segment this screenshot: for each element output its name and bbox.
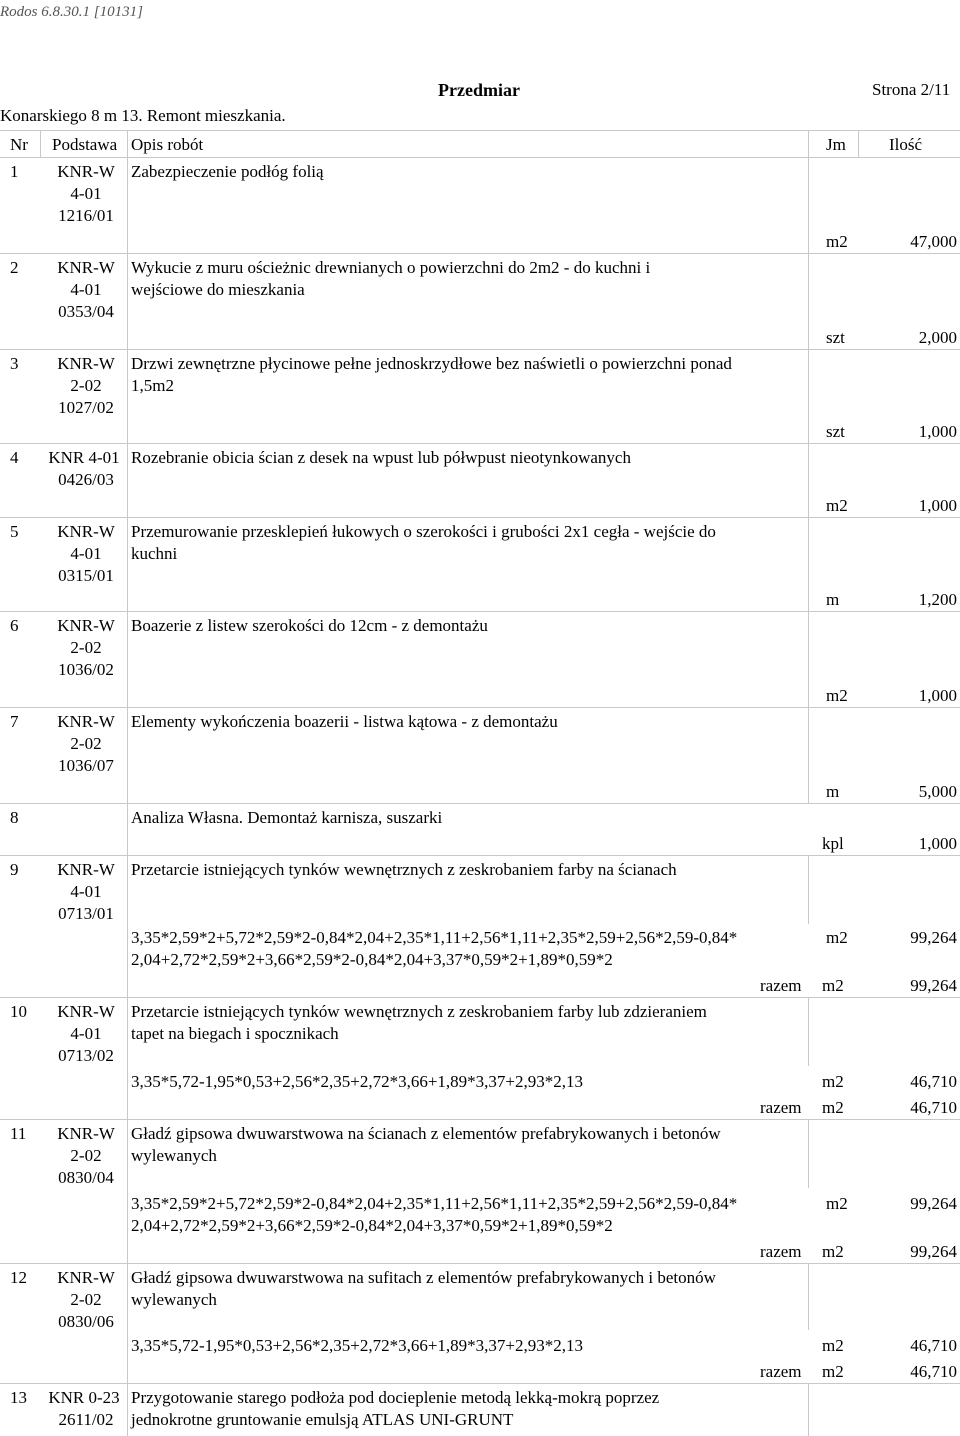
item-basis-code: 0830/04 xyxy=(58,1168,114,1187)
item-basis-code: 2-02 xyxy=(70,734,102,753)
header-desc: Opis robót xyxy=(131,135,204,154)
item-description: jednokrotne gruntowanie emulsją ATLAS UNI-GRUNT xyxy=(131,1410,514,1429)
item-unit: m2 xyxy=(826,232,848,251)
item-basis-code: 4-01 xyxy=(70,544,102,563)
item-basis-code: 4-01 xyxy=(70,1024,102,1043)
item-basis-code: 4-01 xyxy=(70,280,102,299)
item-basis-code: KNR-W xyxy=(57,1124,115,1143)
program-version: Rodos 6.8.30.1 [10131] xyxy=(0,4,143,20)
item-description: Przetarcie istniejących tynków wewnętrznych z zeskrobaniem farby na ścianach xyxy=(131,860,677,879)
item-basis-code: 1036/02 xyxy=(58,660,114,679)
item-unit: m2 xyxy=(826,686,848,705)
item-description: Przygotowanie starego podłoża pod docieplenie metodą lekką-mokrą poprzez xyxy=(131,1388,660,1407)
grid-line xyxy=(127,130,128,1436)
grid-line xyxy=(808,1384,809,1436)
razem-quantity: 99,264 xyxy=(910,1242,957,1261)
item-nr: 11 xyxy=(10,1124,27,1143)
grid-line xyxy=(0,855,960,856)
item-description: Przetarcie istniejących tynków wewnętrznych z zeskrobaniem farby lub zdzieraniem xyxy=(131,1002,707,1021)
item-unit: m xyxy=(826,782,840,801)
item-description: Drzwi zewnętrzne płycinowe pełne jednoskrzydłowe bez naświetli o powierzchni ponad xyxy=(131,354,732,373)
grid-line xyxy=(808,350,809,444)
item-basis-code: 2-02 xyxy=(70,376,102,395)
grid-line xyxy=(0,130,960,131)
grid-line xyxy=(858,130,859,158)
grid-line xyxy=(808,254,809,350)
item-nr: 4 xyxy=(10,448,19,467)
page-number: Strona 2/11 xyxy=(872,80,951,99)
item-calc-unit: m2 xyxy=(826,928,848,947)
grid-line xyxy=(0,349,960,350)
item-quantity: 1,000 xyxy=(918,834,957,853)
item-nr: 10 xyxy=(10,1002,27,1021)
item-unit: m xyxy=(826,590,840,609)
item-description: wylewanych xyxy=(131,1290,217,1309)
item-nr: 8 xyxy=(10,808,19,827)
razem-quantity: 46,710 xyxy=(910,1362,957,1381)
item-basis-code: KNR-W xyxy=(57,616,115,635)
header-nr: Nr xyxy=(10,135,28,154)
item-basis-code: 2-02 xyxy=(70,1146,102,1165)
razem-unit: m2 xyxy=(822,976,844,995)
header-unit: Jm xyxy=(826,135,846,154)
razem-label: razem xyxy=(760,976,802,995)
item-calc-quantity: 46,710 xyxy=(910,1336,957,1355)
item-calc-quantity: 99,264 xyxy=(910,1194,957,1213)
item-calculation: 3,35*2,59*2+5,72*2,59*2-0,84*2,04+2,35*1,11+2,56*1,11+2,35*2,59+2,56*2,59-0,84* xyxy=(131,1194,738,1213)
grid-line xyxy=(0,803,960,804)
item-unit: szt xyxy=(826,422,845,441)
grid-line xyxy=(808,1264,809,1330)
razem-label: razem xyxy=(760,1098,802,1117)
razem-label: razem xyxy=(760,1362,802,1381)
item-quantity: 1,000 xyxy=(918,422,957,441)
grid-line xyxy=(808,708,809,804)
grid-line xyxy=(0,1383,960,1384)
item-quantity: 2,000 xyxy=(918,328,957,347)
grid-line xyxy=(808,158,809,254)
item-calc-unit: m2 xyxy=(822,1072,844,1091)
item-nr: 12 xyxy=(10,1268,27,1287)
grid-line xyxy=(808,444,809,518)
grid-line xyxy=(0,997,960,998)
item-calculation: 2,04+2,72*2,59*2+3,66*2,59*2-0,84*2,04+3,37*0,59*2+1,89*0,59*2 xyxy=(131,1216,613,1235)
grid-line xyxy=(0,611,960,612)
razem-unit: m2 xyxy=(822,1242,844,1261)
item-description: Analiza Własna. Demontaż karnisza, suszarki xyxy=(131,808,443,827)
grid-line xyxy=(40,130,41,158)
item-basis-code: KNR-W xyxy=(57,258,115,277)
item-nr: 9 xyxy=(10,860,19,879)
item-description: Gładź gipsowa dwuwarstwowa na sufitach z elementów prefabrykowanych i betonów xyxy=(131,1268,716,1287)
razem-unit: m2 xyxy=(822,1098,844,1117)
item-basis-code: 0713/01 xyxy=(58,904,114,923)
item-unit: m2 xyxy=(826,496,848,515)
item-basis-code: 0713/02 xyxy=(58,1046,114,1065)
grid-line xyxy=(0,707,960,708)
item-basis-code: 2-02 xyxy=(70,1290,102,1309)
item-basis-code: 0315/01 xyxy=(58,566,114,585)
item-calculation: 2,04+2,72*2,59*2+3,66*2,59*2-0,84*2,04+3,37*0,59*2+1,89*0,59*2 xyxy=(131,950,613,969)
grid-line xyxy=(808,998,809,1066)
item-nr: 5 xyxy=(10,522,19,541)
item-nr: 13 xyxy=(10,1388,27,1407)
item-basis-code: KNR-W xyxy=(57,522,115,541)
header-qty: Ilość xyxy=(889,135,923,154)
razem-unit: m2 xyxy=(822,1362,844,1381)
item-nr: 3 xyxy=(10,354,19,373)
item-description: Elementy wykończenia boazerii - listwa kątowa - z demontażu xyxy=(131,712,558,731)
item-basis-code: 4-01 xyxy=(70,184,102,203)
item-calculation: 3,35*5,72-1,95*0,53+2,56*2,35+2,72*3,66+1,89*3,37+2,93*2,13 xyxy=(131,1336,584,1355)
document-subtitle: Konarskiego 8 m 13. Remont mieszkania. xyxy=(0,106,286,125)
razem-label: razem xyxy=(760,1242,802,1261)
item-unit: kpl xyxy=(822,834,844,853)
item-description: Gładź gipsowa dwuwarstwowa na ścianach z elementów prefabrykowanych i betonów xyxy=(131,1124,721,1143)
item-description: tapet na biegach i spocznikach xyxy=(131,1024,339,1043)
item-calc-unit: m2 xyxy=(822,1336,844,1355)
item-basis-code: KNR-W xyxy=(57,162,115,181)
item-nr: 1 xyxy=(10,162,19,181)
item-quantity: 1,000 xyxy=(918,686,957,705)
document-title: Przedmiar xyxy=(438,80,520,100)
grid-line xyxy=(808,518,809,612)
razem-quantity: 46,710 xyxy=(910,1098,957,1117)
item-unit: szt xyxy=(826,328,845,347)
item-description: Przemurowanie przesklepień łukowych o szerokości i grubości 2x1 cegła - wejście do xyxy=(131,522,716,541)
grid-line xyxy=(0,517,960,518)
grid-line xyxy=(0,1263,960,1264)
item-basis-code: 0353/04 xyxy=(58,302,114,321)
item-nr: 2 xyxy=(10,258,19,277)
item-basis-code: KNR 0-23 xyxy=(48,1388,120,1407)
grid-line xyxy=(0,1119,960,1120)
item-basis-code: 1216/01 xyxy=(58,206,114,225)
grid-line xyxy=(0,253,960,254)
item-quantity: 1,000 xyxy=(918,496,957,515)
item-basis-code: KNR 4-01 xyxy=(48,448,120,467)
item-description: kuchni xyxy=(131,544,178,563)
item-quantity: 5,000 xyxy=(918,782,957,801)
item-basis-code: 1027/02 xyxy=(58,398,114,417)
grid-line xyxy=(808,1120,809,1188)
item-basis-code: 1036/07 xyxy=(58,756,114,775)
item-basis-code: KNR-W xyxy=(57,1268,115,1287)
item-description: 1,5m2 xyxy=(131,376,174,395)
item-quantity: 1,200 xyxy=(918,590,957,609)
item-calc-quantity: 46,710 xyxy=(910,1072,957,1091)
razem-quantity: 99,264 xyxy=(910,976,957,995)
grid-line xyxy=(808,856,809,924)
item-calc-quantity: 99,264 xyxy=(910,928,957,947)
item-basis-code: KNR-W xyxy=(57,354,115,373)
item-description: Wykucie z muru ościeżnic drewnianych o powierzchni do 2m2 - do kuchni i xyxy=(131,258,651,277)
item-basis-code: KNR-W xyxy=(57,860,115,879)
item-nr: 7 xyxy=(10,712,19,731)
item-basis-code: 2-02 xyxy=(70,638,102,657)
item-description: Rozebranie obicia ścian z desek na wpust lub półwpust nieotynkowanych xyxy=(131,448,631,467)
item-basis-code: 0830/06 xyxy=(58,1312,114,1331)
item-calculation: 3,35*2,59*2+5,72*2,59*2-0,84*2,04+2,35*1,11+2,56*1,11+2,35*2,59+2,56*2,59-0,84* xyxy=(131,928,738,947)
item-basis-code: KNR-W xyxy=(57,712,115,731)
item-description: wylewanych xyxy=(131,1146,217,1165)
header-basis: Podstawa xyxy=(52,135,118,154)
item-calculation: 3,35*5,72-1,95*0,53+2,56*2,35+2,72*3,66+1,89*3,37+2,93*2,13 xyxy=(131,1072,584,1091)
item-basis-code: 0426/03 xyxy=(58,470,114,489)
item-basis-code: KNR-W xyxy=(57,1002,115,1021)
grid-line xyxy=(0,157,960,158)
item-basis-code: 4-01 xyxy=(70,882,102,901)
grid-line xyxy=(0,443,960,444)
item-description: wejściowe do mieszkania xyxy=(131,280,305,299)
item-basis-code: 2611/02 xyxy=(58,1410,114,1429)
item-calc-unit: m2 xyxy=(826,1194,848,1213)
grid-line xyxy=(808,130,809,158)
grid-line xyxy=(808,612,809,708)
item-description: Zabezpieczenie podłóg folią xyxy=(131,162,324,181)
item-description: Boazerie z listew szerokości do 12cm - z demontażu xyxy=(131,616,488,635)
item-quantity: 47,000 xyxy=(910,232,957,251)
item-nr: 6 xyxy=(10,616,19,635)
